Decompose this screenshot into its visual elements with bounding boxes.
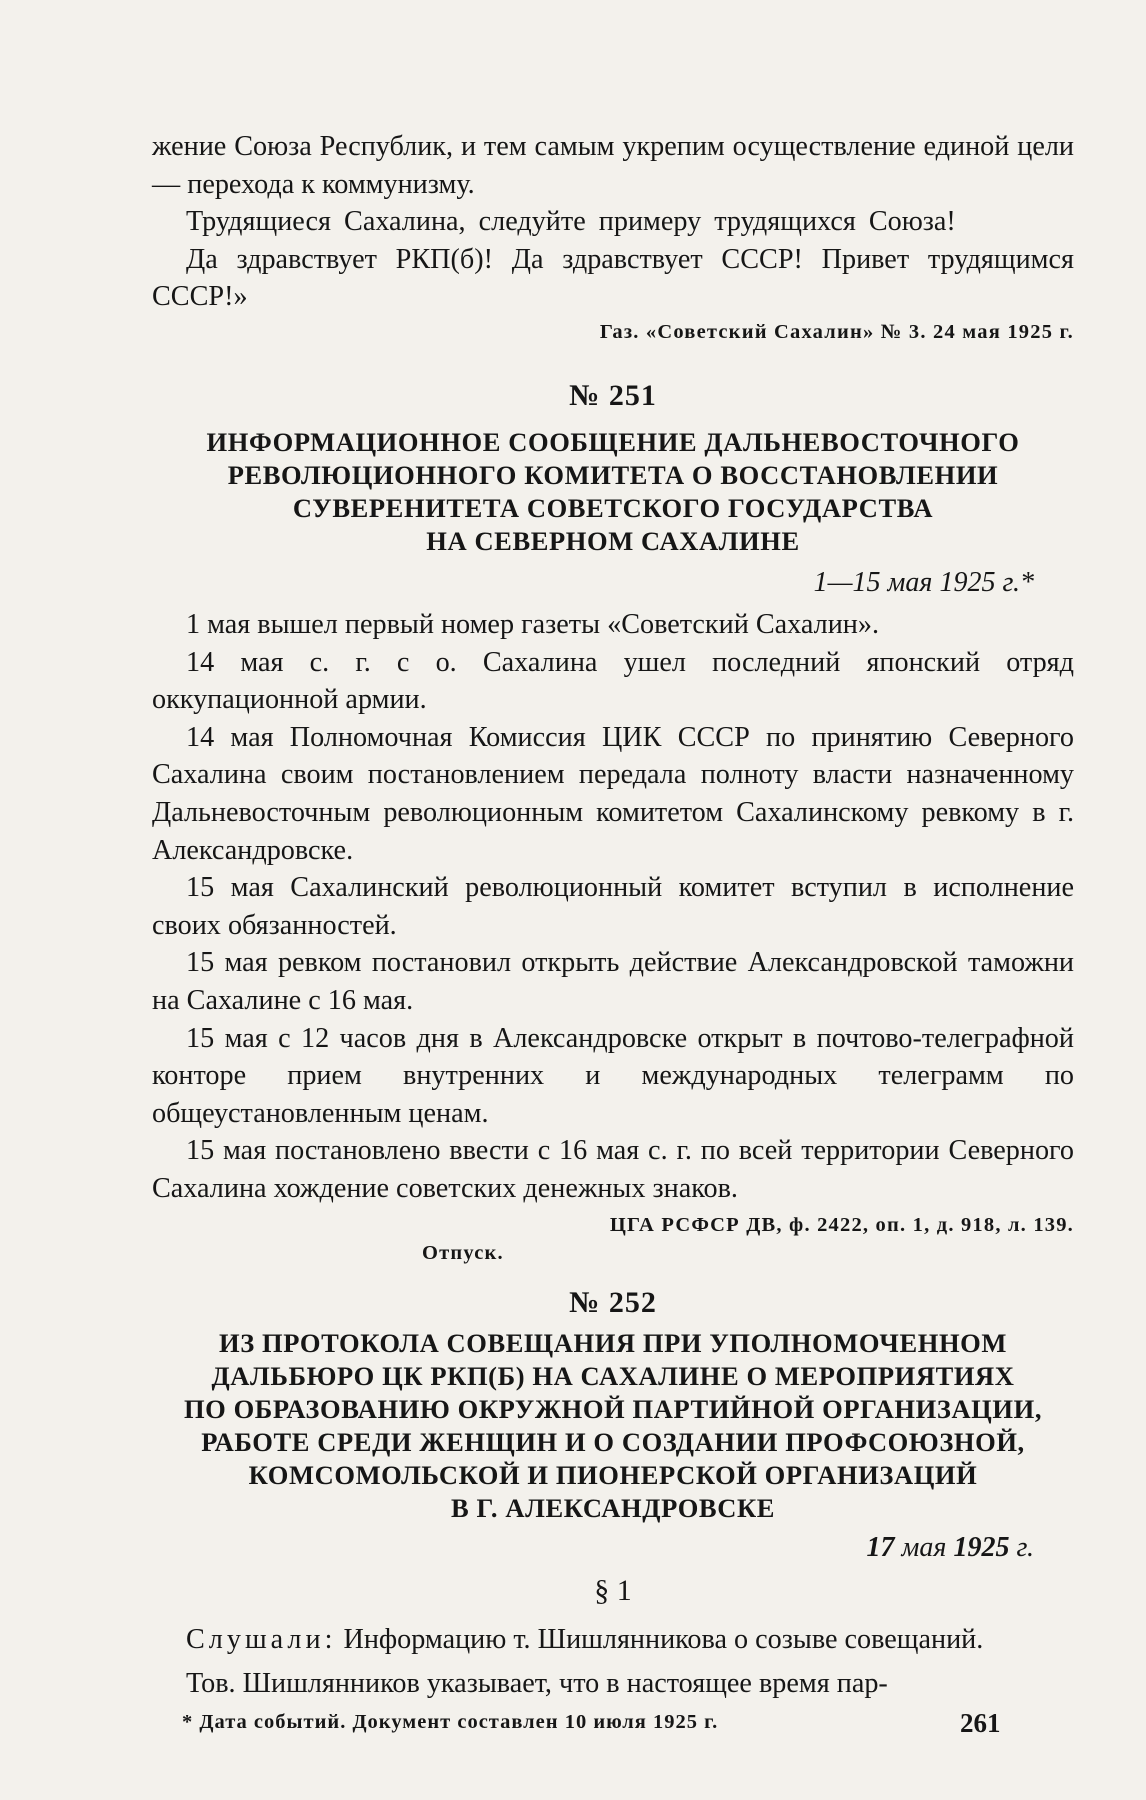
date-year: 1925: [953, 1532, 1010, 1564]
title-line: НА СЕВЕРНОМ САХАЛИНЕ: [426, 525, 800, 556]
title-line: РАБОТЕ СРЕДИ ЖЕНЩИН И О СОЗДАНИИ ПРОФСОЮЗНОЙ,: [201, 1427, 1025, 1458]
text-paragraph: 15 мая ревком постановил открыть действие Александровской таможни на Сахалине с 16 мая.: [152, 947, 1074, 1016]
text-paragraph: 14 мая с. г. с о. Сахалина ушел последний японский отряд оккупационной армии.: [152, 646, 1074, 716]
source-citation: ЦГА РСФСР ДВ, ф. 2422, оп. 1, д. 918, л. 139.: [609, 1214, 1074, 1237]
title-line: СУВЕРЕНИТЕТА СОВЕТСКОГО ГОСУДАРСТВА: [292, 492, 934, 523]
title-line: ИНФОРМАЦИОННОЕ СООБЩЕНИЕ ДАЛЬНЕВОСТОЧНОГО: [206, 426, 1020, 457]
heard-text: Информацию т. Шишлянникова о созыве совещаний.: [343, 1624, 984, 1656]
section-mark: § 1: [594, 1574, 632, 1608]
source-citation: Газ. «Советский Сахалин» № 3. 24 мая 1925 г.: [599, 320, 1074, 343]
document-title: [152, 1327, 1074, 1525]
title-line: КОМСОМОЛЬСКОЙ И ПИОНЕРСКОЙ ОРГАНИЗАЦИЙ: [248, 1460, 978, 1491]
page-number: 261: [960, 1708, 1001, 1738]
page: [152, 128, 1074, 1735]
date-suffix: г.: [1016, 1532, 1034, 1564]
title-line: ПО ОБРАЗОВАНИЮ ОКРУЖНОЙ ПАРТИЙНОЙ ОРГАНИЗАЦИИ,: [183, 1394, 1043, 1425]
footnote: * Дата событий. Документ составлен 10 июля 1925 г.: [182, 1710, 719, 1733]
text-paragraph: Тов. Шишлянников указывает, что в настоящее время пар-: [186, 1668, 888, 1700]
text-paragraph: жение Союза Республик, и тем самым укрепим осуществление единой цели — перехода к коммунизму.: [152, 131, 1074, 200]
text-paragraph: [152, 1621, 1074, 1659]
text-paragraph: Да здравствует РКП(б)! Да здравствует СССР! Привет трудящимся СССР!»: [152, 243, 1074, 313]
text-paragraph: 14 мая Полномочная Комиссия ЦИК СССР по принятию Северного Сахалина своим постановлением передала полноту власти назначенному Дальневосточным революционным комитетом Сахалинскому ревкому в г. Александровске.: [152, 721, 1074, 866]
document-number: № 252: [569, 1286, 657, 1320]
date-day: 17: [866, 1532, 895, 1564]
title-line: ИЗ ПРОТОКОЛА СОВЕЩАНИЯ ПРИ УПОЛНОМОЧЕННОМ: [218, 1328, 1007, 1359]
text-paragraph: Трудящиеся Сахалина, следуйте примеру трудящихся Союза!: [186, 206, 956, 238]
date-month: мая: [901, 1532, 947, 1564]
copy-note: Отпуск.: [422, 1242, 504, 1265]
document-date: [152, 1529, 1074, 1567]
document-date: 1—15 мая 1925 г.*: [813, 566, 1034, 598]
title-line: В Г. АЛЕКСАНДРОВСКЕ: [450, 1493, 776, 1524]
text-paragraph: 15 мая Сахалинский революционный комитет вступил в исполнение своих обязанностей.: [152, 872, 1074, 941]
title-line: РЕВОЛЮЦИОННОГО КОМИТЕТА О ВОССТАНОВЛЕНИИ: [227, 459, 999, 490]
text-paragraph: 15 мая с 12 часов дня в Александровске открыт в почтово-телеграфной конторе прием внутренних и международных телеграмм по общеустановленным ценам.: [152, 1022, 1074, 1129]
text-paragraph: 15 мая постановлено ввести с 16 мая с. г. по всей территории Северного Сахалина хождение советских денежных знаков.: [152, 1135, 1074, 1204]
title-line: ДАЛЬБЮРО ЦК РКП(Б) НА САХАЛИНЕ О МЕРОПРИЯТИЯХ: [211, 1361, 1015, 1392]
document-title: [152, 426, 1074, 558]
document-number: № 251: [569, 378, 657, 412]
heard-label: Слушали:: [186, 1624, 337, 1656]
text-paragraph: 1 мая вышел первый номер газеты «Советский Сахалин».: [186, 608, 880, 640]
